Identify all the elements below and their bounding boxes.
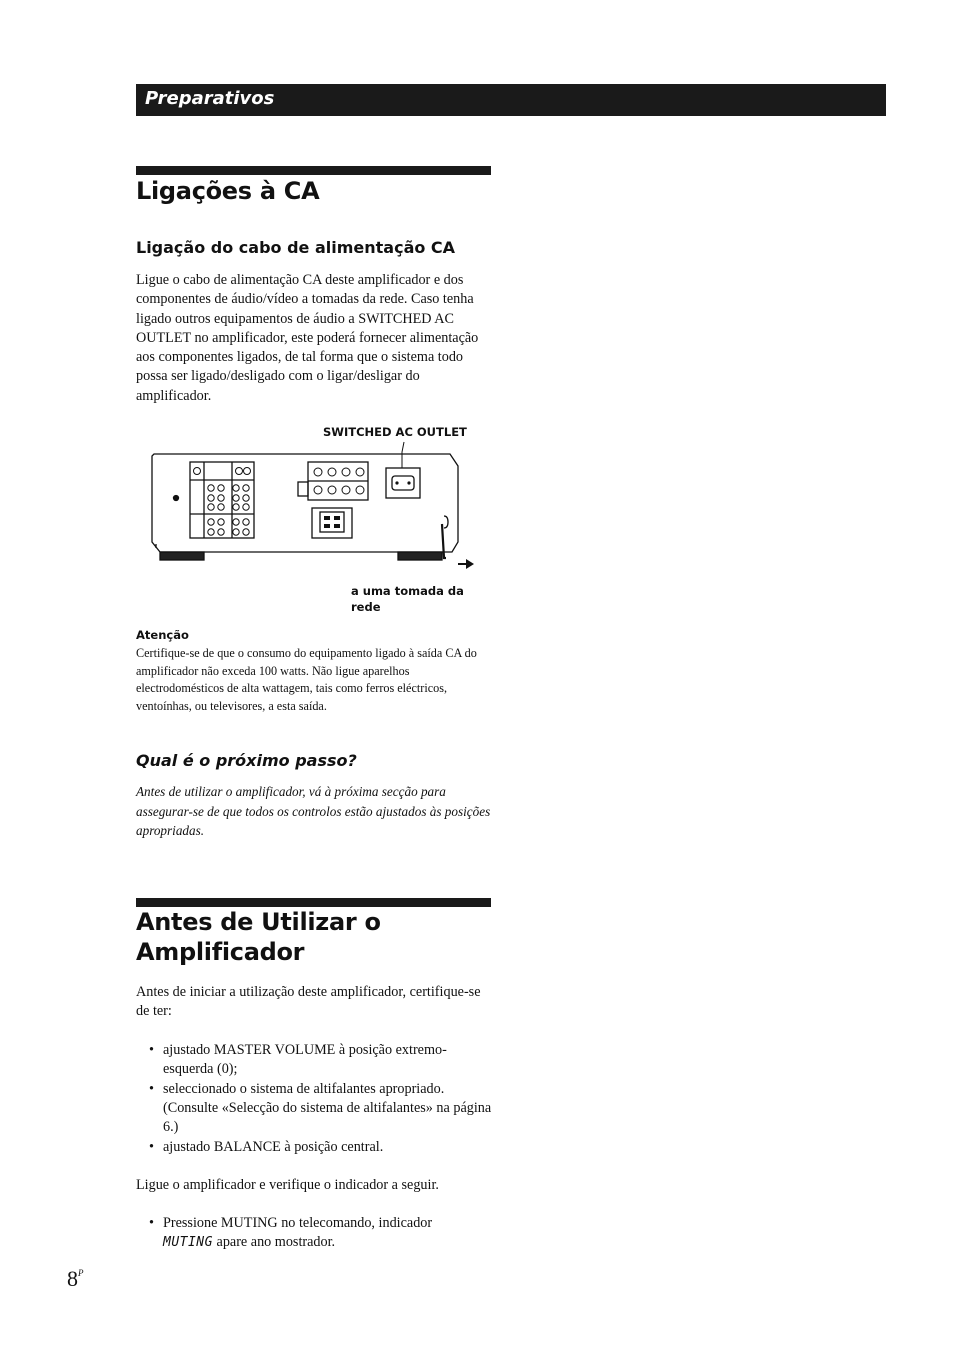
next-step-title: Qual é o próximo passo? [136,751,357,770]
section-title-before-use: Antes de Utilizar o Amplificador [136,908,381,966]
list-item: • ajustado BALANCE à posição central. [149,1139,384,1155]
heading-rule [136,898,491,907]
checklist [136,1041,496,1158]
muting-display-indicator: MUTING [163,1235,213,1250]
subsection-title: Ligação do cabo de alimentação CA [136,238,456,257]
right-foot [398,552,442,560]
switched-ac-outlet [386,468,420,498]
power-cord-clip [444,516,448,528]
caution-title: Atenção [136,628,189,642]
list-item: • seleccionado o sistema de altifalantes apropriado. (Consulte «Selecção do sistema de altifalantes» na página 6.) [149,1081,492,1135]
check-indicator-text: Ligue o amplificador e verifique o indicador a seguir. [136,1177,439,1193]
wall-outlet-label: a uma tomada da rede [351,584,464,614]
next-step-text: Antes de utilizar o amplificador, vá à próxima secção para assegurar-se de que todos os controlos estão ajustados às posições apropriadas. [136,784,491,838]
before-use-intro: Antes de iniciar a utilização deste amplificador, certifique-se de ter: [136,984,481,1020]
power-cord [442,524,446,558]
ground-screw [174,496,179,501]
section-title-ac: Ligações à CA [136,177,320,205]
muting-list [136,1214,496,1253]
switched-outlet-label: SWITCHED AC OUTLET [323,425,467,439]
amplifier-rear-panel-figure [146,438,486,578]
caution-text: Certifique-se de que o consumo do equipamento ligado à saída CA do amplificador não exceda 100 watts. Não ligue aparelhos electrodomésticos de alta wattagem, tais como ferros eléctricos, ventoínhas, ou televisores, a esta saída. [136,646,477,713]
arrow-to-wall-outlet-icon [466,559,474,569]
intro-paragraph: Ligue o cabo de alimentação CA deste amplificador e dos componentes de áudio/vídeo a tomadas da rede. Caso tenha ligado outros equipamentos de áudio a SWITCHED AC OUTLET no amplificador, este poderá fornecer alimentação aos componentes ligados, de tal forma que o sistema todo possa ser ligado/desligado com o ligar/desligar do amplificador. [136,272,479,404]
section-header-bar [136,84,886,116]
list-item: • ajustado MASTER VOLUME à posição extremo-esquerda (0); [149,1042,447,1077]
page-number: $8^P$ [67,1266,84,1291]
left-foot [160,552,204,560]
list-item: • Pressione MUTING no telecomando, indicador MUTING apare ano mostrador. [149,1215,433,1250]
section-header-title: Preparativos [145,88,275,109]
heading-rule [136,166,491,175]
